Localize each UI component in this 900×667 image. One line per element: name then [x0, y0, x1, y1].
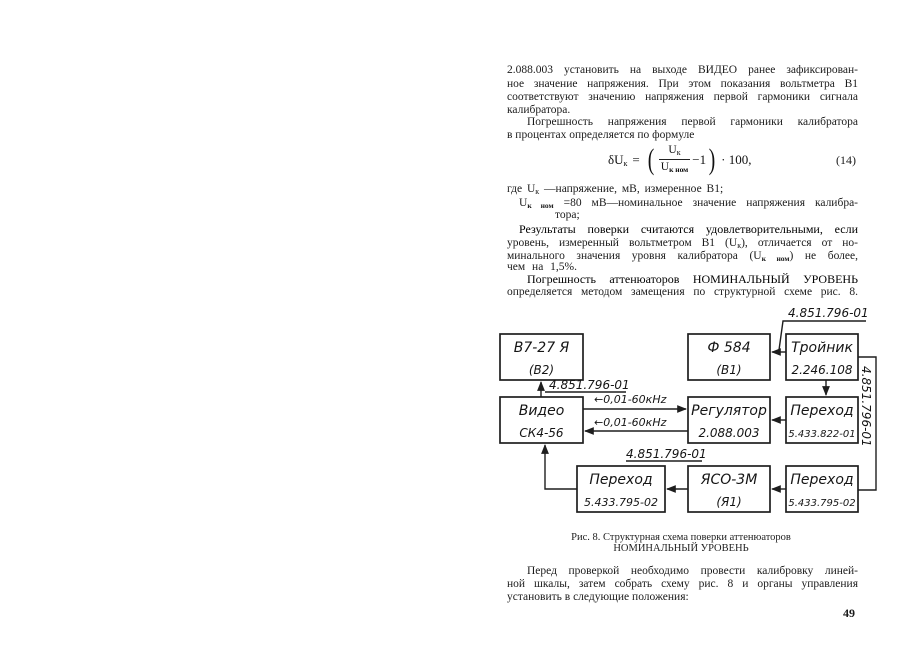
- body-line: минального значения уровня калибратора (Uк ном) не более,: [507, 250, 858, 263]
- body-line: Перед проверкой необходимо провести калибровку линей-: [527, 565, 858, 577]
- block-video-name: Видео: [518, 403, 565, 419]
- body-line: ной шкалы, затем собрать схему рис. 8 и органы управления: [507, 578, 858, 590]
- formula-tail: · 100,: [721, 152, 752, 167]
- body-line: ное значение напряжения. При этом показания вольтметра В1: [507, 78, 858, 90]
- block-meter-v1-name: Ф 584: [707, 340, 751, 356]
- block-video-code: СК4-56: [519, 426, 564, 440]
- definition-line: тора;: [555, 209, 580, 221]
- block-adapter-822-code: 5.433.822-01: [788, 429, 856, 440]
- frequency-label-bottom: ←0,01-60кHz: [594, 416, 667, 429]
- page-number: 49: [843, 606, 855, 620]
- cable-label-video-v7: 4.851.796-01: [549, 378, 630, 392]
- definition-line: Uк ном =80 мВ—номинальное значение напряжения калибра-: [519, 197, 858, 210]
- formula-lhs: $\delta U_к$: [608, 152, 628, 168]
- figure-caption: Рис. 8. Структурная схема поверки аттенюаторов: [571, 532, 791, 543]
- block-tee-code: 2.246.108: [791, 363, 853, 377]
- body-line: в процентах определяется по формуле: [507, 129, 695, 141]
- formula-denominator: Uк ном: [660, 161, 689, 174]
- block-adapter-822-name: Переход: [790, 403, 854, 419]
- block-voltmeter-v2-name: В7-27 Я: [513, 340, 570, 356]
- block-adapter-right-name: Переход: [790, 472, 854, 488]
- block-tee-name: Тройник: [791, 340, 853, 356]
- formula-numerator: $U_к$: [668, 144, 681, 157]
- block-voltmeter-v2-code: (В2): [528, 363, 555, 377]
- body-line: Погрешность напряжения первой гармоники калибратора: [527, 116, 858, 128]
- equation-number: (14): [836, 153, 856, 167]
- block-calibrator-code: (Я1): [716, 495, 742, 509]
- body-line: калибратора.: [507, 104, 571, 116]
- block-regulator-code: 2.088.003: [698, 426, 760, 440]
- formula-minus-one: −1: [692, 152, 707, 167]
- cable-label-right-vertical: 4.851.796-01: [859, 366, 873, 447]
- body-line: Погрешность аттенюаторов НОМИНАЛЬНЫЙ УРОВЕНЬ: [527, 272, 858, 286]
- cable-label-bottom: 4.851.796-01: [626, 447, 707, 461]
- formula-open-paren: (: [647, 143, 654, 176]
- block-regulator-name: Регулятор: [691, 403, 767, 419]
- body-line: чем на 1,5%.: [507, 261, 578, 273]
- frequency-label-top: ←0,01-60кHz: [594, 393, 667, 406]
- block-adapter-left-name: Переход: [589, 472, 653, 488]
- body-line: соответствуют значению напряжения первой гармоники сигнала: [507, 91, 858, 103]
- block-adapter-right-code: 5.433.795-02: [788, 498, 856, 509]
- body-line: уровень, измеренный вольтметром В1 $(U_к)$, отличается от но-: [507, 237, 858, 250]
- block-calibrator-name: ЯСО-3М: [700, 472, 758, 488]
- formula-equals: =: [632, 152, 640, 167]
- cable-label-top-right: 4.851.796-01: [788, 306, 869, 320]
- body-line: Результаты поверки считаются удовлетворительными, если: [519, 222, 858, 236]
- body-line: 2.088.003 установить на выходе ВИДЕО ранее зафиксирован-: [507, 64, 858, 76]
- formula-close-paren: ): [708, 143, 716, 176]
- figure-caption-subtitle: НОМИНАЛЬНЫЙ УРОВЕНЬ: [613, 543, 749, 554]
- block-adapter-left-code: 5.433.795-02: [584, 496, 658, 509]
- definition-line: где $U_к$ —напряжение, мВ, измеренное В1;: [507, 183, 724, 196]
- body-line: определяется методом замещения по структурной схеме рис. 8.: [507, 286, 858, 298]
- body-line: установить в следующие положения:: [507, 591, 689, 603]
- block-meter-v1-code: (В1): [716, 363, 742, 377]
- wire-adapter-to-video: [545, 445, 577, 489]
